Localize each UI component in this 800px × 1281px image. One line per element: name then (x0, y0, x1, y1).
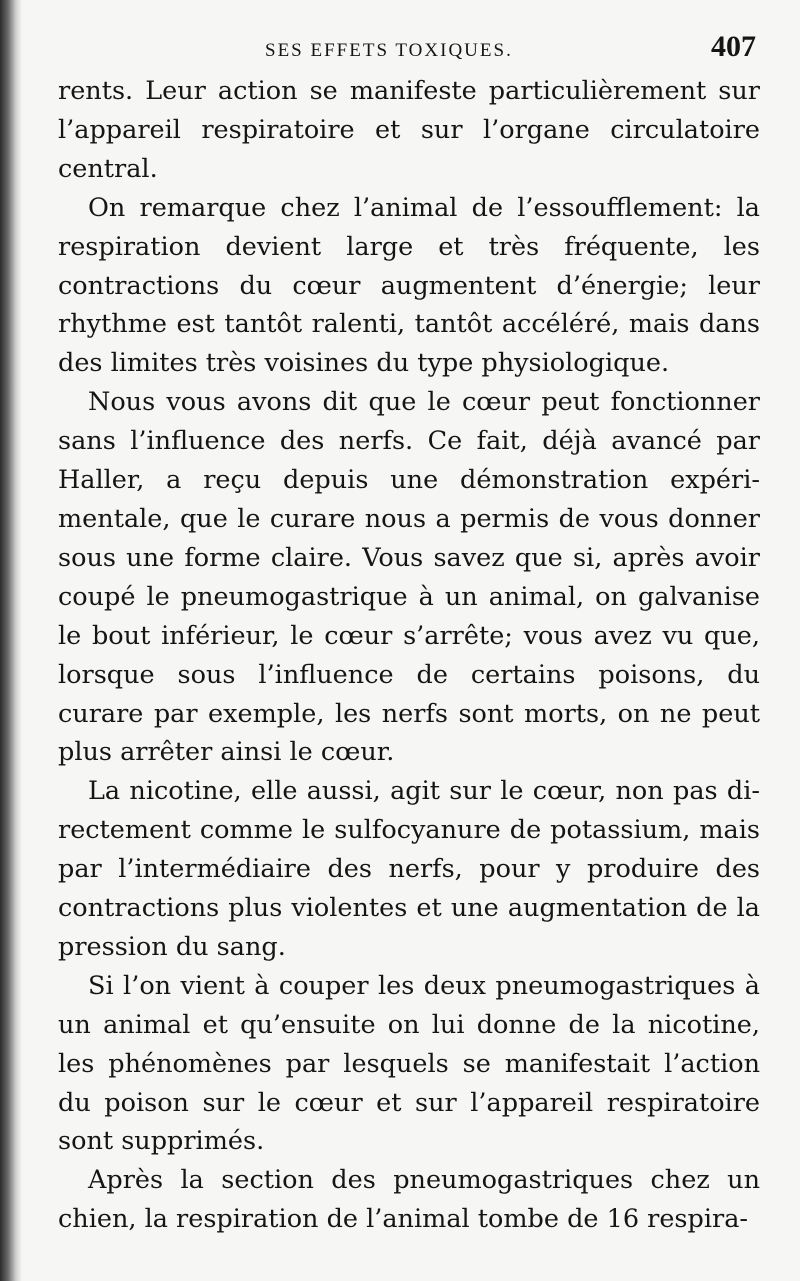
running-head: SES EFFETS TOXIQUES. (265, 40, 513, 61)
paragraph: La nicotine, elle aussi, agit sur le cœur, non pas directement comme le sulfocyanure de potassium, mais par l’intermédiaire des nerfs, pour y produire des contractions plus violentes et une augmentation de la pression du sang. (58, 776, 760, 962)
page-number: 407 (711, 30, 756, 63)
paragraph: Nous vous avons dit que le cœur peut fonctionner sans l’influence des nerfs. Ce fait, déjà avancé par Haller, a reçu depuis une démonstration expérimentale, que le curare nous a permis de vous donner sous une forme claire. Vous savez que si, après avoir coupé le pneumogastrique à un animal, on galvanise le bout inférieur, le cœur s’arrête; vous avez vu que, lorsque sous l’influence de certains poisons, du curare par exemple, les nerfs sont morts, on ne peut plus arrêter ainsi le cœur. (58, 387, 760, 768)
paragraph-continuation: rents. Leur action se manifeste particulièrement sur l’appareil respiratoire et sur l’organe circulatoire central. (58, 76, 760, 184)
page-header (60, 30, 760, 70)
paragraph: Après la section des pneumogastriques chez un chien, la respiration de l’animal tombe de 16 respira- (58, 1165, 760, 1235)
paragraph: On remarque chez l’animal de l’essoufflement: la respiration devient large et très fréquente, les contractions du cœur augmentent d’énergie; leur rhythme est tantôt ralenti, tantôt accéléré, mais dans des limites très voisines du type physiologique. (58, 192, 760, 379)
page-binding-edge (0, 0, 22, 1281)
page-body (58, 72, 760, 1239)
paragraph: Si l’on vient à couper les deux pneumogastriques à un animal et qu’ensuite on lui donne de la nicotine, les phénomènes par lesquels se manifestait l’action du poison sur le cœur et sur l’appareil respiratoire sont supprimés. (58, 970, 760, 1157)
